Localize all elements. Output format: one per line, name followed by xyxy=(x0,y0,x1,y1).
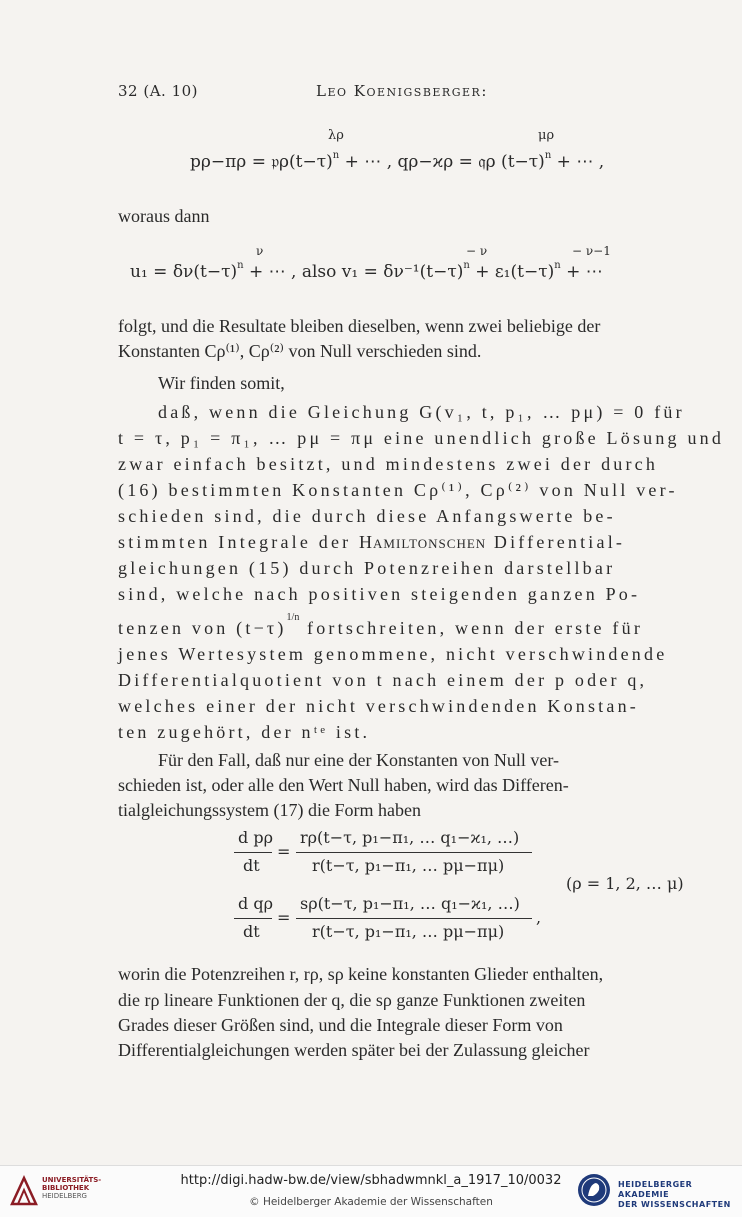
para1-line2: Konstanten Cρ⁽¹⁾, Cρ⁽²⁾ von Null verschieden sind. xyxy=(118,341,482,361)
nu-exponent: ν xyxy=(256,244,264,258)
text-woraus: woraus dann xyxy=(118,206,210,226)
para3-line4: (16) bestimmten Konstanten Cρ⁽¹⁾, Cρ⁽²⁾ von Null ver- xyxy=(118,480,678,500)
frac1-rhs-num: rρ(t−τ, p₁−π₁, … q₁−ϰ₁, …) xyxy=(300,828,520,847)
academy-seal-icon xyxy=(576,1172,612,1208)
para5-line2: die rρ lineare Funktionen der q, die sρ ganze Funktionen zweiten xyxy=(118,990,586,1010)
para4-line1: Für den Fall, daß nur eine der Konstanten von Null ver- xyxy=(158,750,560,770)
running-head: Leo Koenigsberger: xyxy=(316,82,488,100)
para3-line9: tenzen von $(t-\tau)^{1/n}$ fortschreiten, wenn der erste für xyxy=(118,612,644,638)
para3-line12: welches einer der nicht verschwindenden Konstan- xyxy=(118,696,639,716)
para3-line1: daß, wenn die Gleichung G(v₁, t, p₁, … pμ) = 0 für xyxy=(158,402,685,422)
para3-line3: zwar einfach besitzt, und mindestens zwei der durch xyxy=(118,454,659,474)
minus-nu-exponent: − ν xyxy=(466,244,488,258)
lambda-exponent: λρ xyxy=(328,128,344,143)
para3-line8: sind, welche nach positiven steigenden ganzen Po- xyxy=(118,584,641,604)
para5-line3: Grades dieser Größen sind, und die Integrale dieser Form von xyxy=(118,1015,563,1035)
para5-line1: worin die Potenzreihen r, rρ, sρ keine konstanten Glieder enthalten, xyxy=(118,964,604,984)
eq-sign-2: = xyxy=(277,908,291,927)
frac2-rhs-num: sρ(t−τ, p₁−π₁, … q₁−ϰ₁, …) xyxy=(300,894,520,913)
frac2-den: dt xyxy=(243,922,260,941)
rho-range: (ρ = 1, 2, … μ) xyxy=(566,874,684,893)
para3-line6: stimmten Integrale der Hamiltonschen Differential- xyxy=(118,532,626,552)
frac1-num: d pρ xyxy=(238,828,273,847)
frac1-line xyxy=(234,852,272,853)
para4-line2: schieden ist, oder alle den Wert Null haben, wird das Differen- xyxy=(118,775,569,795)
para4-line3: tialgleichungssystem (17) die Form haben xyxy=(118,800,421,820)
equation-2: $u_1 = \delta\nu(t-\tau)^n$ + ⋯ , also $v_1 = \delta\nu^{-1}(t-\tau)^n + \varepsilon_1(t-\tau)^n$ + ⋯ xyxy=(130,260,603,282)
eq-sign-1: = xyxy=(277,842,291,861)
frac1-rhs-den: r(t−τ, p₁−π₁, … pμ−πμ) xyxy=(312,856,505,875)
frac2-line xyxy=(234,918,272,919)
minus-nu1-exponent: − ν−1 xyxy=(572,244,611,258)
para1-line1: folgt, und die Resultate bleiben dieselben, wenn zwei beliebige der xyxy=(118,316,601,336)
para3-line2: t = τ, p₁ = π₁, … pμ = πμ eine unendlich große Lösung und xyxy=(118,428,725,448)
system-comma: , xyxy=(536,908,542,927)
para2: Wir finden somit, xyxy=(158,373,285,393)
frac2-num: d qρ xyxy=(238,894,273,913)
mu-exponent: μρ xyxy=(538,128,555,143)
frac1-den: dt xyxy=(243,856,260,875)
para3-line10: jenes Wertesystem genommene, nicht verschwindende xyxy=(118,644,668,664)
one-over-n-exponent: 1/n xyxy=(286,612,300,623)
frac2-rhs-den: r(t−τ, p₁−π₁, … pμ−πμ) xyxy=(312,922,505,941)
para3-line11: Differentialquotient von t nach einem der p oder q, xyxy=(118,670,648,690)
frac2-rhs-line xyxy=(296,918,532,919)
academy-name: HEIDELBERGER AKADEMIE DER WISSENSCHAFTEN xyxy=(618,1180,731,1209)
viewer-footer xyxy=(0,1165,742,1217)
equation-1: $p\rho-\pi\rho = 𝔭\rho(t-\tau)^n$ + ⋯ , qρ−ϰρ = 𝔮ρ $(t-\tau)^n$ + ⋯ , xyxy=(190,150,605,172)
permalink-url[interactable]: http://digi.hadw-bw.de/view/sbhadwmnkl_a_1917_10/0032 xyxy=(180,1173,562,1188)
page-number: 32 (A. 10) xyxy=(118,82,199,100)
para5-line4: Differentialgleichungen werden später bei der Zulassung gleicher xyxy=(118,1040,590,1060)
para3-line5: schieden sind, die durch diese Anfangswerte be- xyxy=(118,506,616,526)
university-library-name: UNIVERSITÄTS- BIBLIOTHEK HEIDELBERG xyxy=(42,1176,102,1200)
para3-line7: gleichungen (15) durch Potenzreihen darstellbar xyxy=(118,558,616,578)
hamilton-name: Hamiltonschen xyxy=(359,532,487,552)
copyright-notice: © Heidelberger Akademie der Wissenschaften xyxy=(249,1196,493,1208)
frac1-rhs-line xyxy=(296,852,532,853)
para3-line13: ten zugehört, der nᵗᵉ ist. xyxy=(118,722,371,742)
